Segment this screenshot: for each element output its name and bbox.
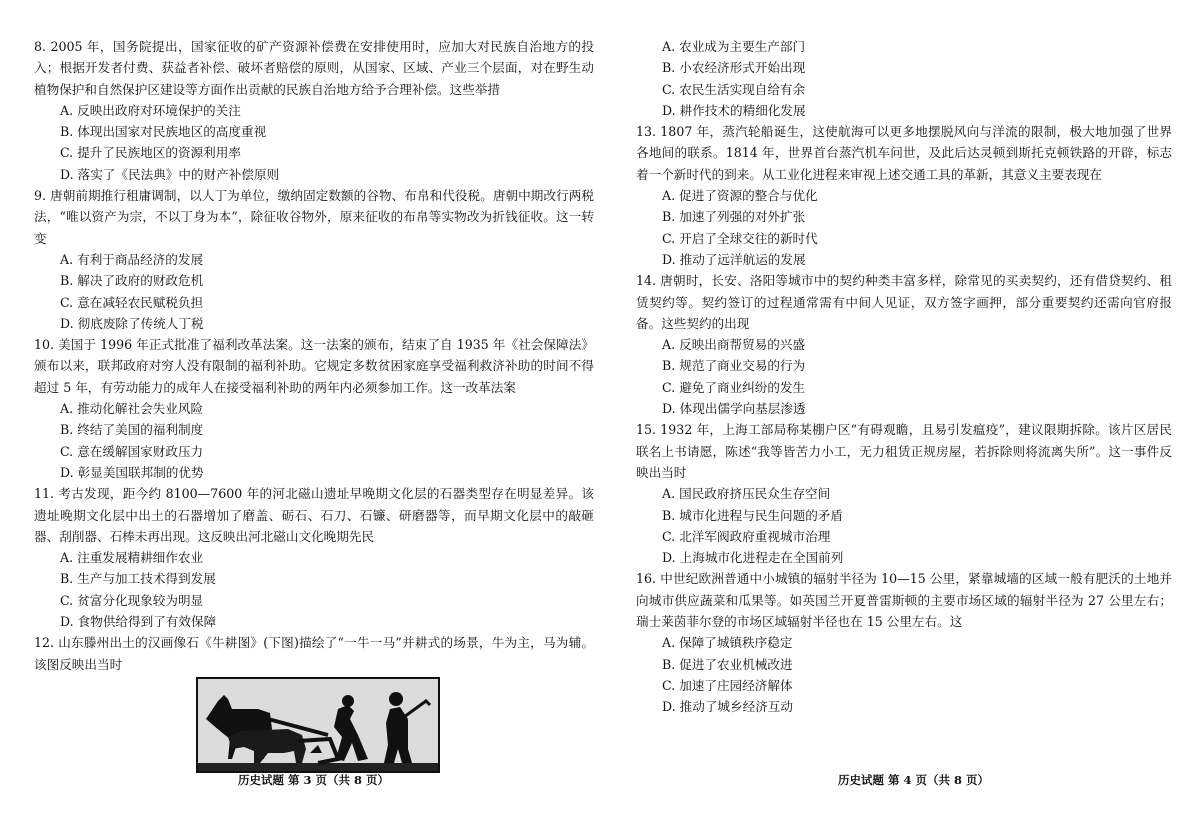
option-a: A. 保障了城镇秩序稳定	[662, 635, 793, 651]
question-11	[34, 483, 594, 632]
option-b: B. 规范了商业交易的行为	[662, 358, 806, 374]
option-d: D. 上海城市化进程走在全国前列	[662, 550, 844, 566]
option-c: C. 提升了民族地区的资源利用率	[60, 145, 241, 161]
option-b: B. 解决了政府的财政危机	[60, 273, 204, 289]
option-d: D. 体现出儒学向基层渗透	[662, 401, 806, 417]
option-c: C. 开启了全球交往的新时代	[662, 230, 818, 246]
option-a: A. 反映出政府对环境保护的关注	[60, 102, 241, 118]
option-c: C. 北洋军阀政府重视城市治理	[662, 528, 831, 544]
question-stem: 9. 唐朝前期推行租庸调制，以人丁为单位，缴纳固定数额的谷物、布帛和代役税。唐朝中期改行两税法，“唯以资产为宗，不以丁身为本”，除征收谷物外，原来征收的布帛等实物改为折钱征收。这一转变	[34, 188, 594, 246]
option-b: B. 城市化进程与民生问题的矛盾	[662, 507, 843, 523]
option-d: D. 推动了远洋航运的发展	[662, 251, 806, 267]
ox-plowing-rubbing-image	[196, 677, 440, 773]
option-a: A. 注重发展精耕细作农业	[60, 550, 204, 566]
question-stem: 8. 2005 年，国务院提出，国家征收的矿产资源补偿费在安排使用时，应加大对民族自治地方的投入；根据开发者付费、获益者补偿、破坏者赔偿的原则，从国家、区域、产业三个层面，对在野生动植物保护和自然保护区建设等方面作出贡献的民族自治地方给予合理补偿。这些举措	[34, 39, 594, 97]
question-stem: 11. 考古发现，距今约 8100—7600 年的河北磁山遗址早晚期文化层的石器类型存在明显差异。该遗址晚期文化层中出土的石器增加了磨盖、砺石、石刀、石镰、研磨器等，而早期文化层中的敲砸器、刮削器、石棒未再出现。这反映出河北磁山文化晚期先民	[34, 486, 594, 544]
option-d: D. 食物供给得到了有效保障	[60, 614, 217, 630]
figure-container	[34, 677, 594, 775]
option-a: A. 促进了资源的整合与优化	[662, 188, 818, 204]
option-b: B. 加速了列强的对外扩张	[662, 209, 806, 225]
option-d: D. 耕作技术的精细化发展	[662, 102, 806, 118]
right-page-column	[636, 36, 1172, 718]
option-b: B. 促进了农业机械改进	[662, 656, 793, 672]
option-c: C. 加速了庄园经济解体	[662, 677, 793, 693]
option-b: B. 体现出国家对民族地区的高度重视	[60, 124, 267, 140]
question-stem: 12. 山东滕州出土的汉画像石《牛耕图》(下图)描绘了“一牛一马”并耕式的场景，牛为主，马为辅。该图反映出当时	[34, 635, 594, 672]
question-8	[34, 36, 594, 185]
page-footer-left: 历史试题 第 3 页（共 8 页）	[238, 773, 390, 787]
option-d: D. 推动了城乡经济互动	[662, 699, 793, 715]
option-d: D. 彰显美国联邦制的优势	[60, 464, 204, 480]
option-a: A. 有利于商品经济的发展	[60, 251, 204, 267]
option-c: C. 贫富分化现象较为明显	[60, 592, 204, 608]
option-c: C. 避免了商业纠纷的发生	[662, 379, 806, 395]
question-14	[636, 270, 1172, 419]
question-stem: 14. 唐朝时，长安、洛阳等城市中的契约种类丰富多样，除常见的买卖契约，还有借贷契约、租赁契约等。契约签订的过程通常需有中间人见证，双方签字画押，部分重要契约还需向官府报备。这些契约的出现	[636, 273, 1172, 331]
page-footer-right: 历史试题 第 4 页（共 8 页）	[838, 773, 990, 787]
question-12-options	[636, 36, 1172, 121]
option-a: A. 国民政府挤压民众生存空间	[662, 486, 831, 502]
option-c: C. 农民生活实现自给有余	[662, 81, 806, 97]
question-stem: 16. 中世纪欧洲普通中小城镇的辐射半径为 10—15 公里，紧靠城墙的区域一般有肥沃的土地并向城市供应蔬菜和瓜果等。如英国兰开夏普雷斯顿的主要市场区域的辐射半径为 27 公里左右；瑞士莱茵菲尔登的市场区域辐射半径也在 15 公里左右。这	[636, 571, 1172, 630]
question-12	[34, 632, 594, 775]
option-b: B. 小农经济形式开始出现	[662, 60, 806, 76]
option-b: B. 终结了美国的福利制度	[60, 422, 204, 438]
question-13	[636, 121, 1172, 270]
question-stem: 13. 1807 年，蒸汽轮船诞生，这使航海可以更多地摆脱风向与洋流的限制，极大地加强了世界各地间的联系。1814 年，世界首台蒸汽机车问世，及此后达灵顿到斯托克顿铁路的开辟，标志着一个新时代的到来。从工业化进程来审视上述交通工具的革新，其意义主要表现在	[636, 124, 1172, 182]
question-15	[636, 419, 1172, 568]
option-a: A. 反映出商帮贸易的兴盛	[662, 337, 806, 353]
question-16	[636, 568, 1172, 717]
option-c: C. 意在减轻农民赋税负担	[60, 294, 204, 310]
question-stem: 15. 1932 年，上海工部局称某棚户区“有碍观瞻，且易引发瘟疫”，建议限期拆除。该片区居民联名上书请愿，陈述“我等皆苦力小工，无力租赁正规房屋，若拆除则将流离失所”。这一事件反映出当时	[636, 422, 1172, 480]
option-d: D. 落实了《民法典》中的财产补偿原则	[60, 166, 280, 182]
left-page-column	[34, 36, 594, 775]
option-d: D. 彻底废除了传统人丁税	[60, 315, 204, 331]
question-10	[34, 334, 594, 483]
option-a: A. 农业成为主要生产部门	[662, 39, 806, 54]
ox-plowing-rubbing-icon	[198, 679, 438, 771]
option-b: B. 生产与加工技术得到发展	[60, 571, 216, 587]
option-c: C. 意在缓解国家财政压力	[60, 443, 204, 459]
question-stem: 10. 美国于 1996 年正式批准了福利改革法案。这一法案的颁布，结束了自 1935 年《社会保障法》颁布以来，联邦政府对穷人没有限制的福利补助。它规定多数贫困家庭享受福利救济补助的时间不得超过 5 年，有劳动能力的成年人在接受福利补助的两年内必须参加工作。这一改革法案	[34, 337, 594, 395]
question-9	[34, 185, 594, 334]
option-a: A. 推动化解社会失业风险	[60, 401, 204, 417]
